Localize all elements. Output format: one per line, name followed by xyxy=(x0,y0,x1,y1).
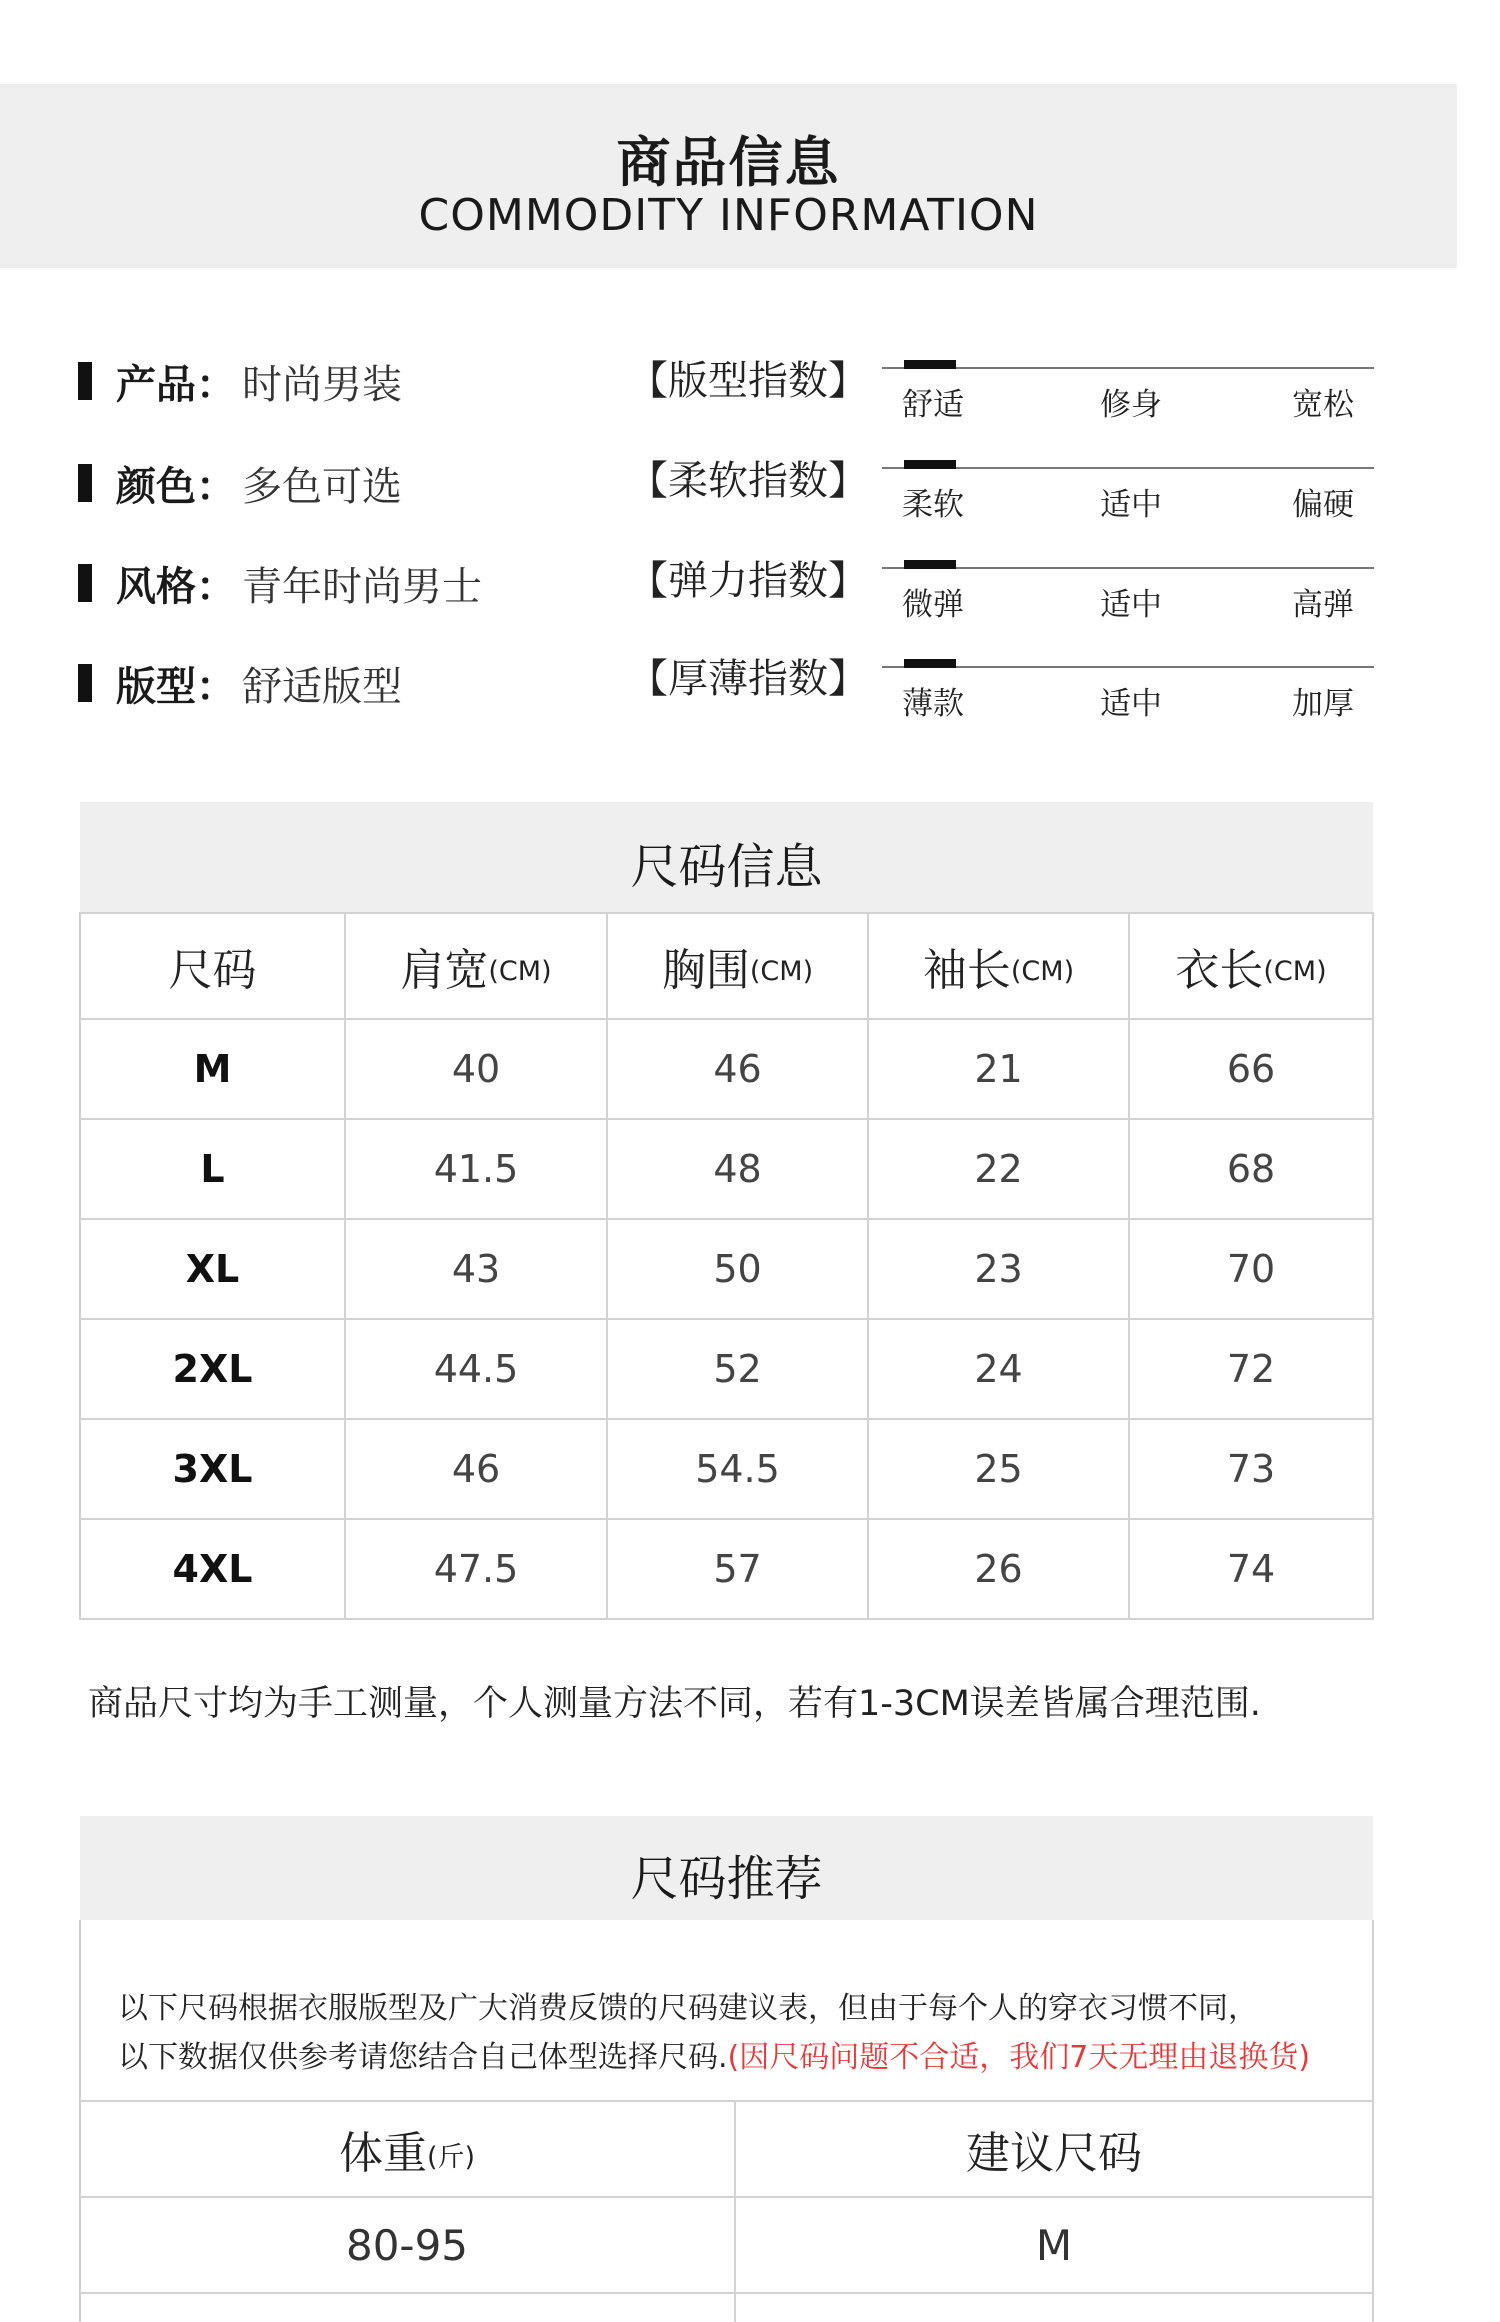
column-header-unit: (CM) xyxy=(1010,955,1075,987)
column-header-label: 袖长 xyxy=(922,945,1011,996)
attribute-separator: ： xyxy=(196,463,236,510)
fit-index-label: 【版型指数】 xyxy=(628,357,868,404)
attribute-separator: ： xyxy=(196,563,236,610)
table-cell: 43 xyxy=(451,1247,501,1291)
return-policy-note: (因尺码问题不合适，我们7天无理由退换货) xyxy=(727,2040,1311,2075)
size-table-title: 尺码信息 xyxy=(630,839,823,895)
table-cell: 26 xyxy=(974,1547,1023,1591)
measurement-note: 商品尺寸均为手工测量，个人测量方法不同，若有1-3CM误差皆属合理范围. xyxy=(88,1684,1261,1724)
attribute-marker xyxy=(78,464,92,502)
scale-level-low: 舒适 xyxy=(902,387,964,423)
elasticity-index-label: 【弹力指数】 xyxy=(628,557,868,604)
table-cell: 73 xyxy=(1226,1447,1276,1491)
table-cell: 41.5 xyxy=(433,1147,519,1191)
table-cell-size: XL xyxy=(185,1247,240,1291)
column-header-label: 尺码 xyxy=(168,945,257,996)
table-cell: 74 xyxy=(1226,1547,1276,1591)
column-header-label: 体重 xyxy=(338,2128,427,2179)
scale-level-mid: 修身 xyxy=(1100,387,1162,423)
table-cell-size: 4XL xyxy=(172,1547,253,1591)
softness-index-label: 【柔软指数】 xyxy=(628,457,868,504)
column-header-size xyxy=(80,914,345,1018)
attribute-row-product xyxy=(78,351,638,411)
scale-level-mid: 适中 xyxy=(1100,487,1162,523)
attribute-marker xyxy=(78,564,92,602)
attribute-row-color xyxy=(78,453,638,513)
table-cell: 52 xyxy=(713,1347,762,1391)
table-cell: 40 xyxy=(451,1047,501,1091)
softness-index-scale xyxy=(882,453,1374,543)
table-border xyxy=(80,2292,1373,2294)
table-cell: 23 xyxy=(974,1247,1023,1291)
table-cell-size: M xyxy=(193,1047,232,1091)
attribute-value: 舒适版型 xyxy=(242,663,402,710)
attribute-separator: ： xyxy=(196,361,236,408)
table-border xyxy=(1372,1920,1374,2322)
scale-indicator xyxy=(904,560,956,569)
elasticity-index-scale xyxy=(882,553,1374,643)
table-cell: 25 xyxy=(974,1447,1023,1491)
column-header-label: 肩宽 xyxy=(400,945,489,996)
column-header-unit: (CM) xyxy=(488,955,552,987)
table-cell: 44.5 xyxy=(433,1347,519,1391)
column-header-sleeve xyxy=(868,914,1129,1018)
recommendation-title: 尺码推荐 xyxy=(630,1851,823,1907)
table-cell-size: L xyxy=(200,1147,225,1191)
scale-level-high: 宽松 xyxy=(1292,387,1354,423)
table-border xyxy=(80,1618,1373,1620)
scale-level-mid: 适中 xyxy=(1100,686,1162,722)
attribute-separator: ： xyxy=(196,663,236,710)
table-cell: 68 xyxy=(1226,1147,1276,1191)
scale-indicator xyxy=(904,659,956,668)
column-header-label: 胸围 xyxy=(661,945,750,996)
column-header-shoulder xyxy=(345,914,607,1018)
table-cell: 57 xyxy=(713,1547,762,1591)
column-header-weight xyxy=(80,2102,734,2196)
page-title: 商品信息 xyxy=(616,131,841,194)
table-cell: 21 xyxy=(974,1047,1023,1091)
attribute-value: 时尚男装 xyxy=(242,361,402,408)
attribute-key: 风格 xyxy=(116,563,196,610)
table-cell-recommended-size: M xyxy=(1035,2220,1073,2270)
column-header-label: 衣长 xyxy=(1175,945,1264,996)
attribute-marker xyxy=(78,664,92,702)
scale-level-low: 柔软 xyxy=(902,487,964,523)
column-header-chest xyxy=(607,914,868,1018)
table-cell: 47.5 xyxy=(433,1547,519,1591)
scale-level-low: 微弹 xyxy=(902,587,964,623)
table-cell: 46 xyxy=(451,1447,501,1491)
attribute-key: 产品 xyxy=(116,361,196,408)
scale-indicator xyxy=(904,460,956,469)
table-cell: 54.5 xyxy=(695,1447,780,1491)
column-header-unit: (斤) xyxy=(426,2141,476,2173)
thickness-index-label: 【厚薄指数】 xyxy=(628,655,868,702)
column-header-unit: (CM) xyxy=(1263,955,1327,987)
attribute-key: 颜色 xyxy=(116,463,196,510)
attribute-value: 多色可选 xyxy=(242,463,402,510)
attribute-row-style xyxy=(78,553,638,613)
page-subtitle: COMMODITY INFORMATION xyxy=(418,190,1039,241)
scale-level-high: 偏硬 xyxy=(1292,487,1354,523)
table-cell: 48 xyxy=(713,1147,762,1191)
table-cell-size: 3XL xyxy=(172,1447,253,1491)
scale-level-high: 高弹 xyxy=(1292,587,1354,623)
attribute-marker xyxy=(78,362,92,400)
fit-index-scale xyxy=(882,353,1374,443)
scale-level-high: 加厚 xyxy=(1292,686,1354,722)
scale-level-mid: 适中 xyxy=(1100,587,1162,623)
column-header-recommended-size xyxy=(736,2102,1372,2196)
attribute-value: 青年时尚男士 xyxy=(242,563,482,610)
recommendation-desc-line2 xyxy=(118,2032,1310,2076)
table-cell: 70 xyxy=(1226,1247,1276,1291)
table-cell: 66 xyxy=(1226,1047,1276,1091)
scale-indicator xyxy=(904,360,956,369)
table-cell: 24 xyxy=(974,1347,1023,1391)
table-cell-weight: 80-95 xyxy=(345,2220,469,2270)
table-cell: 50 xyxy=(713,1247,762,1291)
table-cell: 72 xyxy=(1226,1347,1276,1391)
recommendation-desc-text: 以下数据仅供参考请您结合自己体型选择尺码. xyxy=(118,2040,728,2075)
attribute-row-fit xyxy=(78,653,638,713)
recommendation-desc-line1: 以下尺码根据衣服版型及广大消费反馈的尺码建议表，但由于每个人的穿衣习惯不同， xyxy=(118,1991,1258,2026)
attribute-key: 版型 xyxy=(116,663,196,710)
thickness-index-scale xyxy=(882,652,1374,742)
table-cell: 22 xyxy=(974,1147,1023,1191)
column-header-unit: (CM) xyxy=(749,955,814,987)
column-header-length xyxy=(1129,914,1373,1018)
table-cell: 46 xyxy=(713,1047,762,1091)
column-header-label: 建议尺码 xyxy=(966,2128,1142,2179)
table-cell-size: 2XL xyxy=(172,1347,253,1391)
scale-level-low: 薄款 xyxy=(902,686,964,722)
